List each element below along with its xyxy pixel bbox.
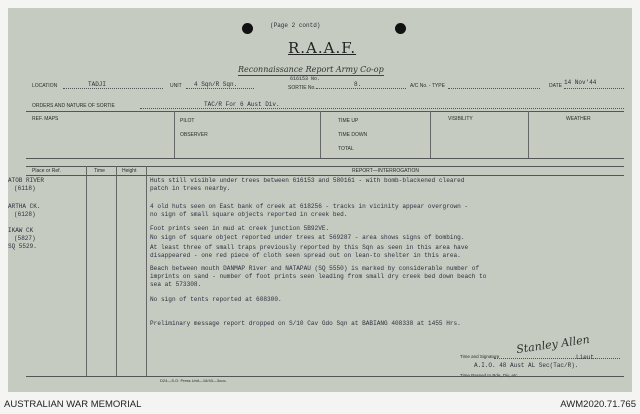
place-cell-ref: (6128) [14, 211, 36, 218]
page-note: (Page 2 contd) [270, 22, 321, 29]
report-line: Preliminary message report dropped on S/10 Cav Gdo Sqn at BABIANG 408338 at 1455 Hrs. [150, 320, 461, 327]
time-down-label: TIME DOWN [338, 132, 368, 138]
place-cell: ARTHA CK. [8, 203, 41, 210]
sortie-line [316, 88, 406, 89]
place-cell-ref: (5827) [14, 235, 36, 242]
report-line: No sign of square object reported under trees at 569287 - area shows signs of bombing. [150, 234, 465, 241]
col-time-header: Time [94, 168, 105, 174]
box-divider-1 [174, 111, 175, 158]
place-cell: ATOB RIVER [8, 177, 45, 184]
sortie-value: 616153 No. [290, 76, 321, 82]
handwritten-signature: Stanley Allen [515, 332, 591, 357]
visibility-label: VISIBILITY [448, 116, 473, 122]
location-label: LOCATION [32, 83, 58, 89]
box-divider-4 [528, 111, 529, 158]
orders-value: TAC/R For 6 Aust Div. [204, 101, 280, 108]
archive-footer [0, 398, 640, 414]
place-cell: SQ 5529. [8, 243, 37, 250]
punch-hole-right [395, 23, 406, 34]
location-value: TADJI [88, 81, 107, 88]
date-line [564, 88, 624, 89]
col-place-header: Place or Ref. [32, 168, 61, 174]
table-bottom-line [26, 376, 624, 377]
orders-label: ORDERS AND NATURE OF SORTIE [32, 103, 115, 109]
unit-line [186, 88, 254, 89]
col-report-header: REPORT—INTERROGATION [352, 168, 420, 174]
unit-value: 4 Sqn/R Sqn. [194, 81, 238, 88]
table-col-divider-2 [116, 166, 117, 376]
location-line [63, 88, 163, 89]
report-line: At least three of small traps previously reported by this Sqn as seen in this area have [150, 244, 469, 251]
box-divider-2 [320, 111, 321, 158]
form-subtitle: Reconnaissance Report Army Co-op [238, 65, 384, 74]
punch-hole-left [242, 23, 253, 34]
report-line: No sign of tents reported at 608300. [150, 296, 282, 303]
archive-name: AUSTRALIAN WAR MEMORIAL [4, 399, 142, 410]
unit-label: UNIT [170, 83, 182, 89]
report-line: patch in trees nearby. [150, 185, 231, 192]
time-signature-label: Time and Signature [460, 354, 500, 359]
place-cell-ref: (6118) [14, 185, 36, 192]
ac-label: A/C No. - TYPE [410, 83, 445, 89]
box-divider-3 [430, 111, 431, 158]
time-up-label: TIME UP [338, 118, 359, 124]
weather-label: WEATHER [566, 116, 591, 122]
report-line: sea at 573308. [150, 281, 202, 288]
signature-line [494, 358, 620, 359]
archive-ref: AWM2020.71.765 [560, 399, 636, 410]
date-value: 14 Nov'44 [564, 79, 597, 86]
report-line: no sign of small square objects reported in creek bed. [150, 211, 348, 218]
col-height-header: Height [122, 168, 137, 174]
ac-line [448, 88, 540, 89]
ref-maps-label: REF. MAPS [32, 116, 59, 122]
report-line: 4 old huts seen on East bank of creek at 618256 - tracks in vicinity appear overgrown - [150, 203, 469, 210]
report-sheet [8, 8, 632, 392]
signature-unit: A.I.O. 48 Aust AL Sec(Tac/R). [474, 362, 579, 369]
orders-line [140, 108, 624, 109]
sortie-label: SORTIE No. [288, 85, 316, 91]
print-note: D24—S.O. Press Unit—16/43—3ooc. [160, 378, 227, 383]
observer-label: OBSERVER [180, 132, 208, 138]
report-line: Huts still visible under trees between 616153 and 580161 - with bomb-blackened cleared [150, 177, 465, 184]
box-top-line [26, 111, 624, 112]
place-cell: IKAW CK [8, 227, 34, 234]
table-col-divider-1 [86, 166, 87, 376]
date-label: DATE [549, 83, 562, 89]
report-line: disappeared - one red piece of cloth seen spread out on lean-to shelter in this area. [150, 252, 461, 259]
report-line: imprints on sand - number of foot prints seen leading from small dry creek bed down beach to [150, 273, 487, 280]
form-title: R.A.A.F. [288, 39, 357, 57]
signature-rank: Lieut. [576, 354, 598, 361]
report-line: Beach between mouth DANMAP River and NATAPAU (SQ 5550) is marked by considerable number of [150, 265, 480, 272]
box-bottom-line [26, 158, 624, 159]
sortie-extra: 8. [354, 81, 362, 88]
total-label: TOTAL [338, 146, 354, 152]
pilot-label: PILOT [180, 118, 195, 124]
table-col-divider-3 [146, 166, 147, 376]
report-line: Foot prints seen in mud at creek junction 5B92VE. [150, 225, 330, 232]
